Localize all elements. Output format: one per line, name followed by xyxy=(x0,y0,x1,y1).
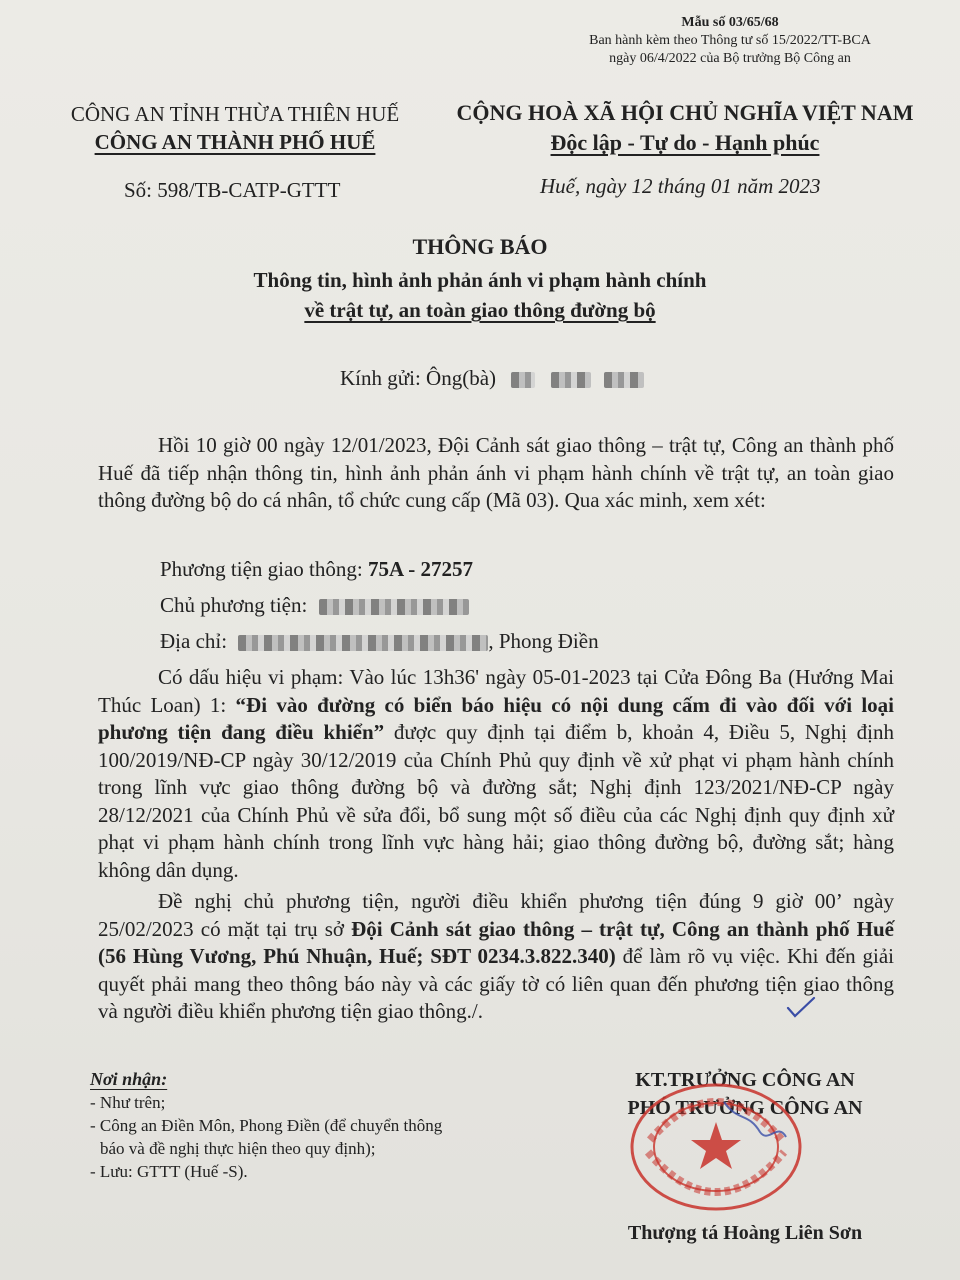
address-line: Địa chỉ: , Phong Điền xyxy=(160,629,599,653)
document-date: Huế, ngày 12 tháng 01 năm 2023 xyxy=(540,174,821,198)
redacted-owner xyxy=(319,599,469,615)
recipient-item: - Lưu: GTTT (Huế -S). xyxy=(90,1162,248,1181)
form-line-2: ngày 06/4/2022 của Bộ trưởng Bộ Công an xyxy=(609,51,851,66)
paragraph-request: Đề nghị chủ phương tiện, người điều khiển phương tiện đúng 9 giờ 00’ ngày 25/02/2023 có mặt tại trụ sở Đội Cảnh sát giao thông – trật tự, Công an thành phố Huế (56 Hùng Vương, Phú Nhuận, Huế; SĐT 0234.3.822.340) để làm rõ vụ việc. Khi đến giải quyết phải mang theo thông báo này và các giấy tờ có liên quan đến phương tiện giao thông và người điều khiển phương tiện giao thông./. xyxy=(98,889,894,1023)
agency-parent: CÔNG AN TỈNH THỪA THIÊN HUẾ xyxy=(70,102,400,126)
national-header xyxy=(440,98,930,158)
redacted-name xyxy=(551,372,591,388)
recipient-item: - Công an Điền Môn, Phong Điền (để chuyển thông xyxy=(90,1116,443,1135)
recipient-item: báo và đề nghị thực hiện theo quy định); xyxy=(100,1139,376,1158)
recipient-item: - Như trên; xyxy=(90,1093,166,1112)
signature-title-2: PHÓ TRƯỞNG CÔNG AN xyxy=(627,1097,863,1119)
redacted-name xyxy=(604,372,644,388)
official-seal-icon xyxy=(628,1082,804,1212)
license-plate: 75A - 27257 xyxy=(367,557,473,581)
greeting: Kính gửi: Ông(bà) xyxy=(340,366,644,391)
document-title: THÔNG BÁO xyxy=(412,234,548,259)
signature-title-1: KT.TRƯỞNG CÔNG AN xyxy=(635,1069,855,1091)
paragraph-violation: Có dấu hiệu vi phạm: Vào lúc 13h36' ngày 05-01-2023 tại Cửa Đông Ba (Hướng Mai Thúc Loan) 1: “Đi vào đường có biển báo hiệu có nội dung cấm đi vào đối với loại phương tiện đang điều khiển” được quy định tại điểm b, khoản 4, Điều 5, Nghị định 100/2019/NĐ-CP ngày 30/12/2019 của Chính Phủ quy định về xử phạt vi phạm hành chính trong lĩnh vực giao thông đường bộ và đường sắt; Nghị định 123/2021/NĐ-CP ngày 28/12/2021 của Chính Phủ về sửa đổi, bổ sung một số điều của các Nghị định quy định xử phạt vi phạm hành chính trong lĩnh vực hàng hải; giao thông đường bộ, đường sắt; hàng không dân dụng. xyxy=(98,665,894,882)
checkmark-icon xyxy=(786,996,816,1020)
motto: Độc lập - Tự do - Hạnh phúc xyxy=(550,130,820,155)
recipients-heading: Nơi nhận: xyxy=(90,1069,168,1089)
recipients xyxy=(90,1068,442,1183)
vehicle-line: Phương tiện giao thông: 75A - 27257 xyxy=(160,557,473,581)
issuing-agency xyxy=(40,100,430,156)
form-reference xyxy=(560,14,900,68)
document-subtitle-1: Thông tin, hình ảnh phản ánh vi phạm hành chính xyxy=(253,268,707,292)
signer-name: Thượng tá Hoàng Liên Sơn xyxy=(627,1222,863,1244)
form-code: Mẫu số 03/65/68 xyxy=(681,15,779,30)
paragraph-intro: Hồi 10 giờ 00 ngày 12/01/2023, Đội Cảnh sát giao thông – trật tự, Công an thành phố Huế đã tiếp nhận thông tin, hình ảnh phản ánh vi phạm hành chính về trật tự, an toàn giao thông đường bộ do cá nhân, tổ chức cung cấp (Mã 03). Qua xác minh, xem xét: xyxy=(98,433,894,512)
document-subtitle-2: về trật tự, an toàn giao thông đường bộ xyxy=(304,298,656,322)
country-name: CỘNG HOÀ XÃ HỘI CHỦ NGHĨA VIỆT NAM xyxy=(456,100,914,125)
redacted-name xyxy=(511,372,535,388)
form-line-1: Ban hành kèm theo Thông tư số 15/2022/TT-BCA xyxy=(589,33,871,48)
document-number: Số: 598/TB-CATP-GTTT xyxy=(124,178,341,202)
owner-line: Chủ phương tiện: xyxy=(160,592,469,619)
redacted-address xyxy=(238,635,488,651)
agency-name: CÔNG AN THÀNH PHỐ HUẾ xyxy=(94,130,376,154)
